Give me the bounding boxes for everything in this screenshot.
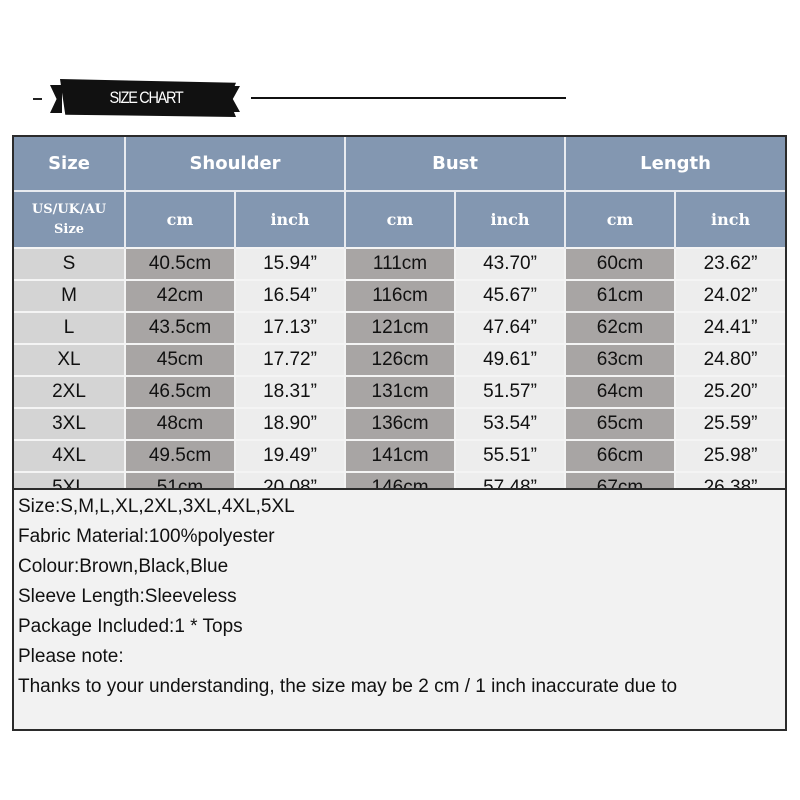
length-cm-cell: 64cm	[565, 376, 675, 408]
note-line: Package Included:1 * Tops	[18, 616, 243, 637]
header-shoulder-cm: cm	[125, 191, 235, 248]
bust-cm-cell: 121cm	[345, 312, 455, 344]
table-row	[14, 376, 785, 408]
note-line: Size:S,M,L,XL,2XL,3XL,4XL,5XL	[18, 496, 295, 517]
bust-cm-cell: 131cm	[345, 376, 455, 408]
size-cell: 2XL	[14, 376, 125, 408]
shoulder-inch-cell: 15.94”	[235, 248, 345, 280]
header-shoulder-inch: inch	[235, 191, 345, 248]
region-size-label: Size	[54, 221, 84, 237]
length-inch-cell: 25.59”	[675, 408, 785, 440]
note-line: Thanks to your understanding, the size may be 2 cm / 1 inch inaccurate due to	[18, 676, 678, 697]
header-rule	[251, 97, 566, 99]
bust-inch-cell: 43.70”	[455, 248, 565, 280]
bust-inch-cell: 49.61”	[455, 344, 565, 376]
bust-inch-cell: 45.67”	[455, 280, 565, 312]
note-line: Please note:	[18, 646, 124, 667]
shoulder-cm-cell: 40.5cm	[125, 248, 235, 280]
header-length: Length	[565, 137, 785, 191]
table-row	[14, 280, 785, 312]
size-cell: L	[14, 312, 125, 344]
shoulder-inch-cell: 17.72”	[235, 344, 345, 376]
shoulder-inch-cell: 16.54”	[235, 280, 345, 312]
bust-inch-cell: 55.51”	[455, 440, 565, 472]
size-cell: 3XL	[14, 408, 125, 440]
shoulder-cm-cell: 42cm	[125, 280, 235, 312]
header-shoulder: Shoulder	[125, 137, 345, 191]
note-line: Fabric Material:100%polyester	[18, 526, 275, 547]
length-cm-cell: 62cm	[565, 312, 675, 344]
shoulder-cm-cell: 49.5cm	[125, 440, 235, 472]
size-chart-header	[0, 0, 800, 130]
size-table	[14, 137, 785, 503]
length-inch-cell: 24.41”	[675, 312, 785, 344]
header-bust-inch: inch	[455, 191, 565, 248]
size-cell: XL	[14, 344, 125, 376]
table-row	[14, 344, 785, 376]
shoulder-cm-cell: 45cm	[125, 344, 235, 376]
header-region-size	[14, 191, 125, 248]
unit-header-row	[14, 191, 785, 248]
length-cm-cell: 63cm	[565, 344, 675, 376]
size-cell: S	[14, 248, 125, 280]
header-bust-cm: cm	[345, 191, 455, 248]
bust-cm-cell: 126cm	[345, 344, 455, 376]
length-inch-cell: 23.62”	[675, 248, 785, 280]
bust-cm-cell: 141cm	[345, 440, 455, 472]
shoulder-inch-cell: 18.90”	[235, 408, 345, 440]
table-row	[14, 408, 785, 440]
bust-inch-cell: 51.57”	[455, 376, 565, 408]
bust-cm-cell: 116cm	[345, 280, 455, 312]
bust-inch-cell: 53.54”	[455, 408, 565, 440]
size-cell: 4XL	[14, 440, 125, 472]
product-notes	[14, 488, 785, 729]
table-row	[14, 312, 785, 344]
length-cm-cell: 65cm	[565, 408, 675, 440]
length-cm-cell: 66cm	[565, 440, 675, 472]
size-chart-title: SIZE CHART	[109, 88, 183, 107]
shoulder-cm-cell: 43.5cm	[125, 312, 235, 344]
bust-cm-cell: 136cm	[345, 408, 455, 440]
note-line: Colour:Brown,Black,Blue	[18, 556, 229, 577]
length-inch-cell: 25.98”	[675, 440, 785, 472]
header-bust: Bust	[345, 137, 565, 191]
size-cell: M	[14, 280, 125, 312]
length-inch-cell: 24.80”	[675, 344, 785, 376]
length-cm-cell: 61cm	[565, 280, 675, 312]
header-size: Size	[14, 137, 125, 191]
bust-cm-cell: 111cm	[345, 248, 455, 280]
note-line: Sleeve Length:Sleeveless	[18, 586, 237, 607]
table-row	[14, 440, 785, 472]
table-body	[14, 248, 785, 503]
header-length-inch: inch	[675, 191, 785, 248]
ribbon-right-end	[228, 86, 240, 112]
size-chart-frame	[12, 135, 787, 731]
bust-inch-cell: 47.64”	[455, 312, 565, 344]
shoulder-cm-cell: 48cm	[125, 408, 235, 440]
shoulder-inch-cell: 18.31”	[235, 376, 345, 408]
shoulder-inch-cell: 19.49”	[235, 440, 345, 472]
length-cm-cell: 60cm	[565, 248, 675, 280]
length-inch-cell: 25.20”	[675, 376, 785, 408]
length-inch-cell: 24.02”	[675, 280, 785, 312]
region-label: US/UK/AU	[31, 201, 107, 217]
ribbon-left-end	[50, 85, 62, 113]
header-dash	[33, 98, 42, 100]
table-row	[14, 248, 785, 280]
shoulder-cm-cell: 46.5cm	[125, 376, 235, 408]
shoulder-inch-cell: 17.13”	[235, 312, 345, 344]
group-header-row	[14, 137, 785, 191]
header-length-cm: cm	[565, 191, 675, 248]
